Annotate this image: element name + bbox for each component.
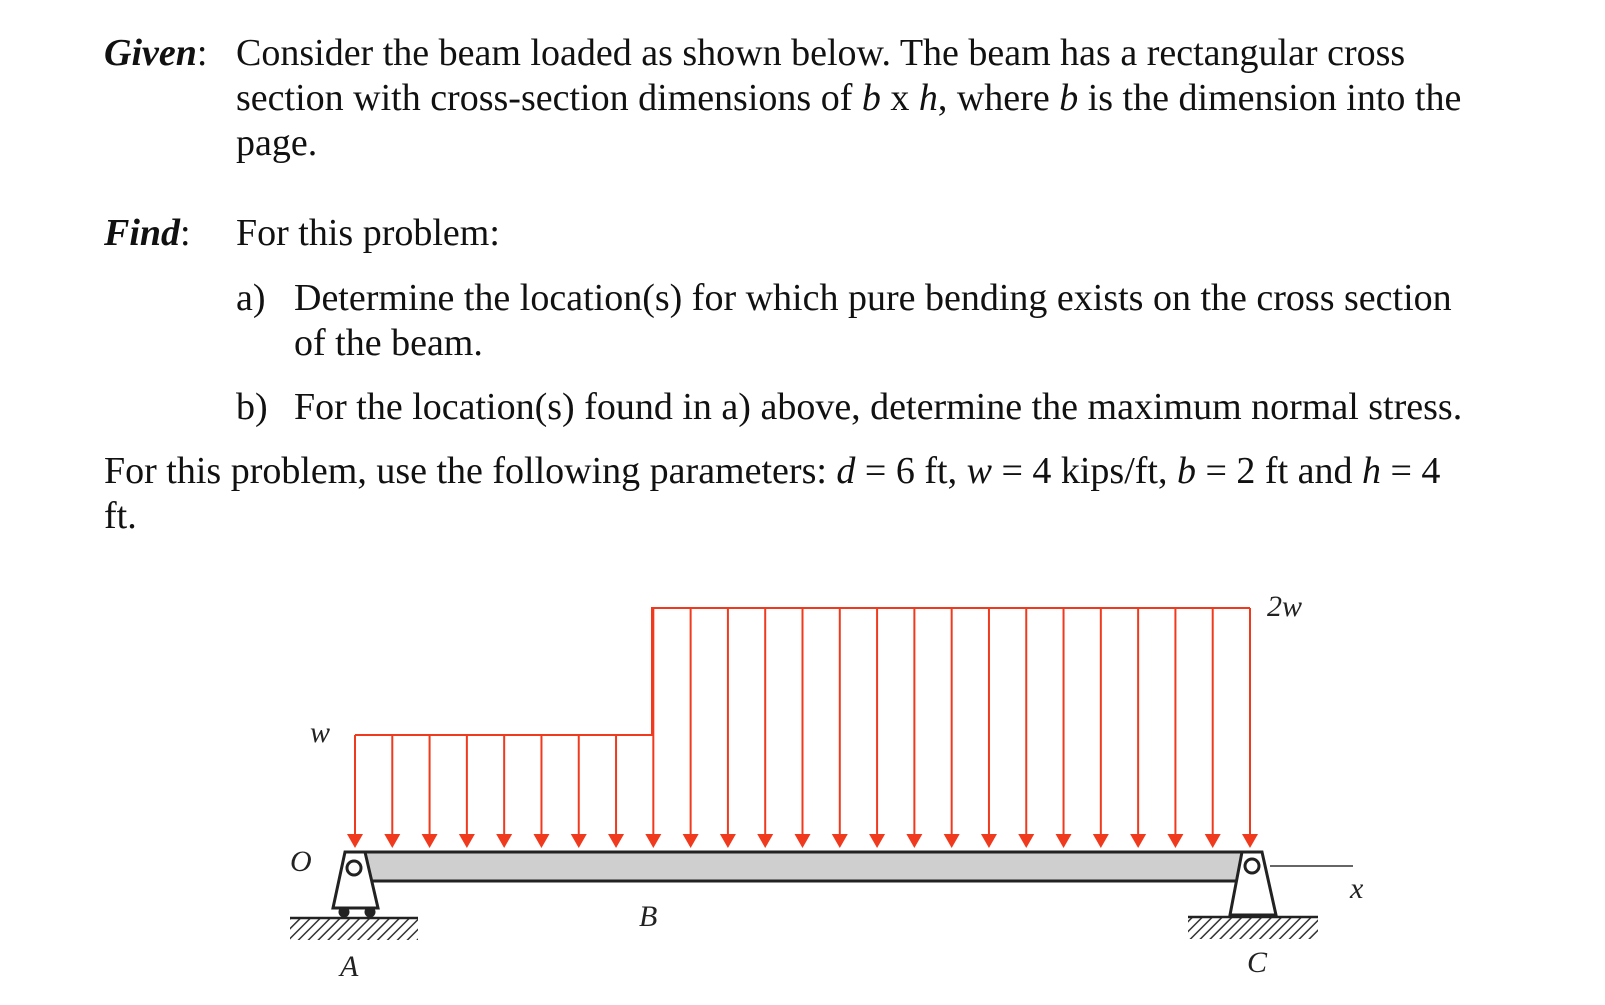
load-arrow-head xyxy=(1167,834,1183,848)
load-arrow-head xyxy=(1056,834,1072,848)
given-heading: Given: xyxy=(104,32,208,74)
find-item-b-line-1: For the location(s) found in a) above, determine the maximum normal stress. xyxy=(294,386,1463,428)
load-arrow-head xyxy=(1093,834,1109,848)
label-a: A xyxy=(340,950,359,983)
label-x: x xyxy=(1350,872,1364,905)
parameters-line-1: For this problem, use the following parameters: d = 6 ft, w = 4 kips/ft, b = 2 ft and h = 4 xyxy=(104,450,1441,492)
load-arrow-head xyxy=(906,834,922,848)
load-arrow-head xyxy=(1242,834,1258,848)
load-arrow-head xyxy=(795,834,811,848)
load-arrow-head xyxy=(533,834,549,848)
label-c: C xyxy=(1247,946,1268,979)
load-arrow-head xyxy=(757,834,773,848)
find-item-a-line-2: of the beam. xyxy=(294,322,483,364)
load-arrow-head xyxy=(720,834,736,848)
load-arrow-head xyxy=(1018,834,1034,848)
load-arrow-head xyxy=(869,834,885,848)
load-arrow-head xyxy=(347,834,363,848)
load-arrow-head xyxy=(645,834,661,848)
find-item-b-marker: b) xyxy=(236,386,268,428)
load-arrow-head xyxy=(459,834,475,848)
find-item-a-line-1: Determine the location(s) for which pure bending exists on the cross section xyxy=(294,277,1452,319)
find-intro: For this problem: xyxy=(236,212,500,254)
label-origin-o: O xyxy=(290,845,312,878)
find-heading: Find: xyxy=(104,212,191,254)
load-arrow-head xyxy=(944,834,960,848)
label-2w: 2w xyxy=(1267,590,1303,623)
load-arrow-head xyxy=(981,834,997,848)
load-arrow-head xyxy=(571,834,587,848)
label-b: B xyxy=(639,900,658,933)
beam xyxy=(355,852,1250,881)
parameters-line-2: ft. xyxy=(104,495,137,537)
load-arrow-head xyxy=(496,834,512,848)
load-arrow-head xyxy=(384,834,400,848)
load-arrow-head xyxy=(422,834,438,848)
load-arrow-head xyxy=(608,834,624,848)
given-line-1: Consider the beam loaded as shown below. The beam has a rectangular cross xyxy=(236,32,1406,74)
distributed-load-arrows xyxy=(347,608,1258,848)
load-arrow-head xyxy=(832,834,848,848)
given-line-2: section with cross-section dimensions of b x h, where b is the dimension into the xyxy=(236,77,1462,119)
load-arrow-head xyxy=(1205,834,1221,848)
label-w: w xyxy=(310,716,331,749)
find-item-a-marker: a) xyxy=(236,277,266,319)
load-arrow-head xyxy=(1130,834,1146,848)
load-arrow-head xyxy=(683,834,699,848)
given-line-3: page. xyxy=(236,122,318,164)
